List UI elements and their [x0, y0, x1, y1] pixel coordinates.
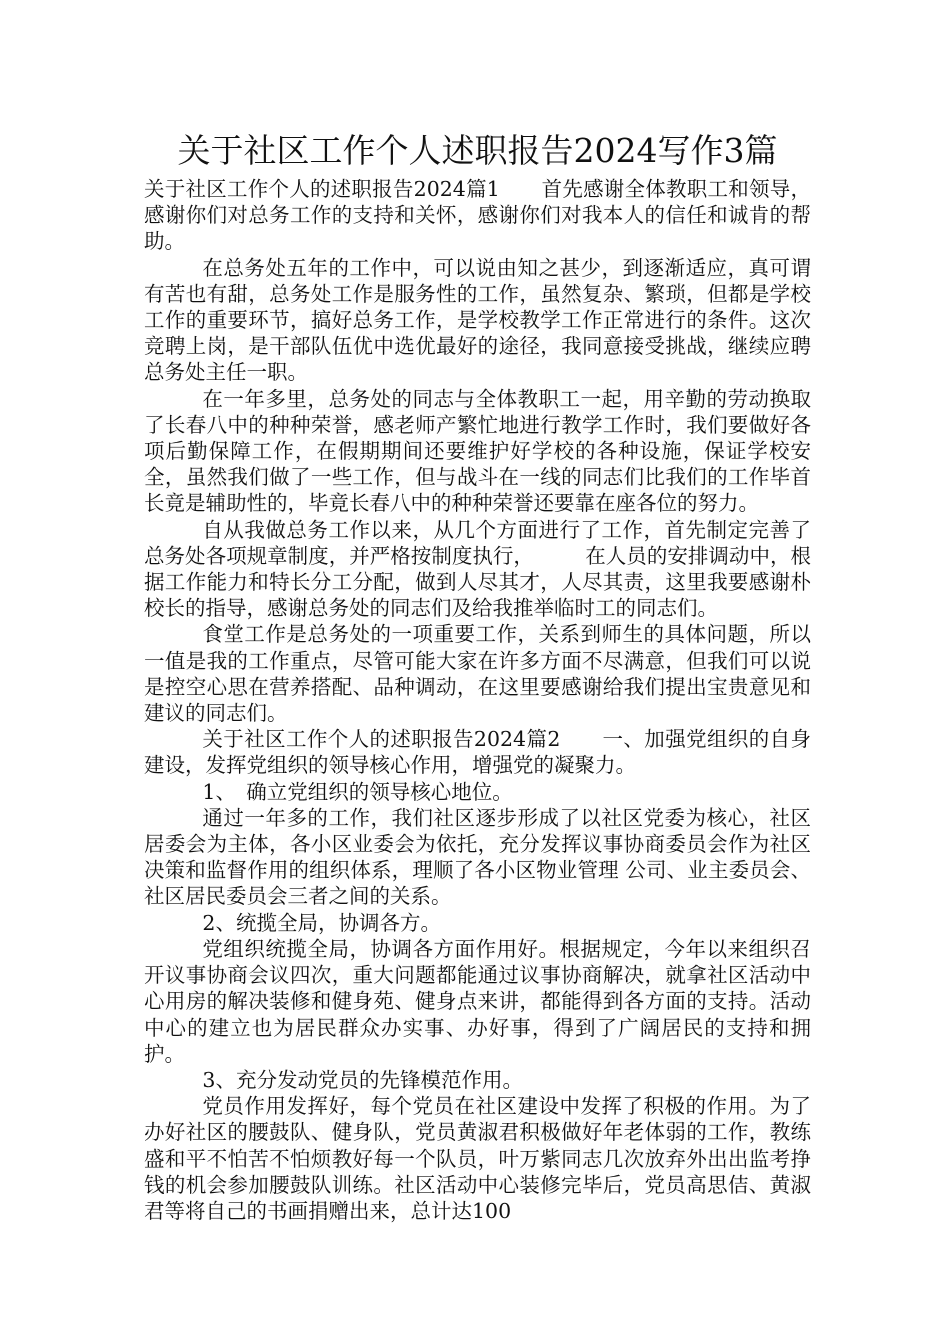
document-title: 关于社区工作个人述职报告2024写作3篇: [177, 131, 778, 170]
paragraph: 党组织统揽全局，协调各方面作用好。根据规定，今年以来组织召开议事协商会议四次，重大问题都能通过议事协商解决，就拿社区活动中心用房的解决装修和健身苑、健身点来讲，都能得到各方面的支持。活动中心的建立也为居民群众办实事、办好事，得到了广阔居民的支持和拥护。: [144, 936, 811, 1066]
paragraph: 2、统揽全局，协调各方。: [202, 910, 441, 935]
paragraph: 1、 确立党组织的领导核心地位。: [202, 779, 513, 804]
paragraph: 关于社区工作个人的述职报告2024篇1 首先感谢全体教职工和领导，感谢你们对总务工作的支持和关怀，感谢你们对我本人的信任和诚肯的帮助。: [144, 177, 811, 254]
paragraph: 食堂工作是总务处的一项重要工作，关系到师生的具体问题，所以一值是我的工作重点，尽管可能大家在许多方面不尽满意，但我们可以说是控空心思在营养搭配、品种调动，在这里要感谢给我们提出宝贵意见和建议的同志们。: [144, 622, 811, 726]
paragraph: 3、充分发动党员的先锋模范作用。: [202, 1067, 523, 1092]
paragraph: 通过一年多的工作，我们社区逐步形成了以社区党委为核心，社区居委会为主体，各小区业委会为依托，充分发挥议事协商委员会作为社区决策和监督作用的组织体系，理顺了各小区物业管理 公司、业主委员会、社区居民委员会三者之间的关系。: [144, 805, 811, 909]
paragraph: 在总务处五年的工作中，可以说由知之甚少，到逐渐适应，真可谓有苦也有甜，总务处工作是服务性的工作，虽然复杂、繁琐，但都是学校工作的重要环节，搞好总务工作，是学校教学工作正常进行的条件。这次竞聘上岗，是干部队伍优中选优最好的途径，我同意接受挑战，继续应聘总务处主任一职。: [144, 255, 811, 385]
document-page: [144, 126, 811, 1224]
paragraph: 在一年多里，总务处的同志与全体教职工一起，用辛勤的劳动换取了长春八中的种种荣誉，感老师产繁忙地进行教学工作时，我们要做好各项后勤保障工作，在假期期间还要维护好学校的各种设施，保证学校安全，虽然我们做了一些工作，但与战斗在一线的同志们比我们的工作毕首长竟是辅助性的，毕竟长春八中的种种荣誉还要靠在座各位的努力。: [144, 386, 811, 516]
document-body: [144, 176, 811, 1224]
paragraph: 党员作用发挥好，每个党员在社区建设中发挥了积极的作用。为了办好社区的腰鼓队、健身队，党员黄淑君积极做好年老体弱的工作，教练盛和平不怕苦不怕烦教好每一个队员，叶万紫同志几次放弃外出出监考挣钱的机会参加腰鼓队训练。社区活动中心装修完毕后，党员高思佶、黄淑君等将自己的书画捐赠出来，总计达100: [144, 1094, 811, 1223]
paragraph: 自从我做总务工作以来，从几个方面进行了工作，首先制定完善了总务处各项规章制度，并严格按制度执行， 在人员的安排调动中，根据工作能力和特长分工分配，做到人尽其才，人尽其责，这里我要感谢朴校长的指导，感谢总务处的同志们及给我推举临时工的同志们。: [144, 517, 811, 621]
paragraph: 关于社区工作个人的述职报告2024篇2 一、加强党组织的自身建设，发挥党组织的领导核心作用，增强党的凝聚力。: [144, 727, 811, 778]
